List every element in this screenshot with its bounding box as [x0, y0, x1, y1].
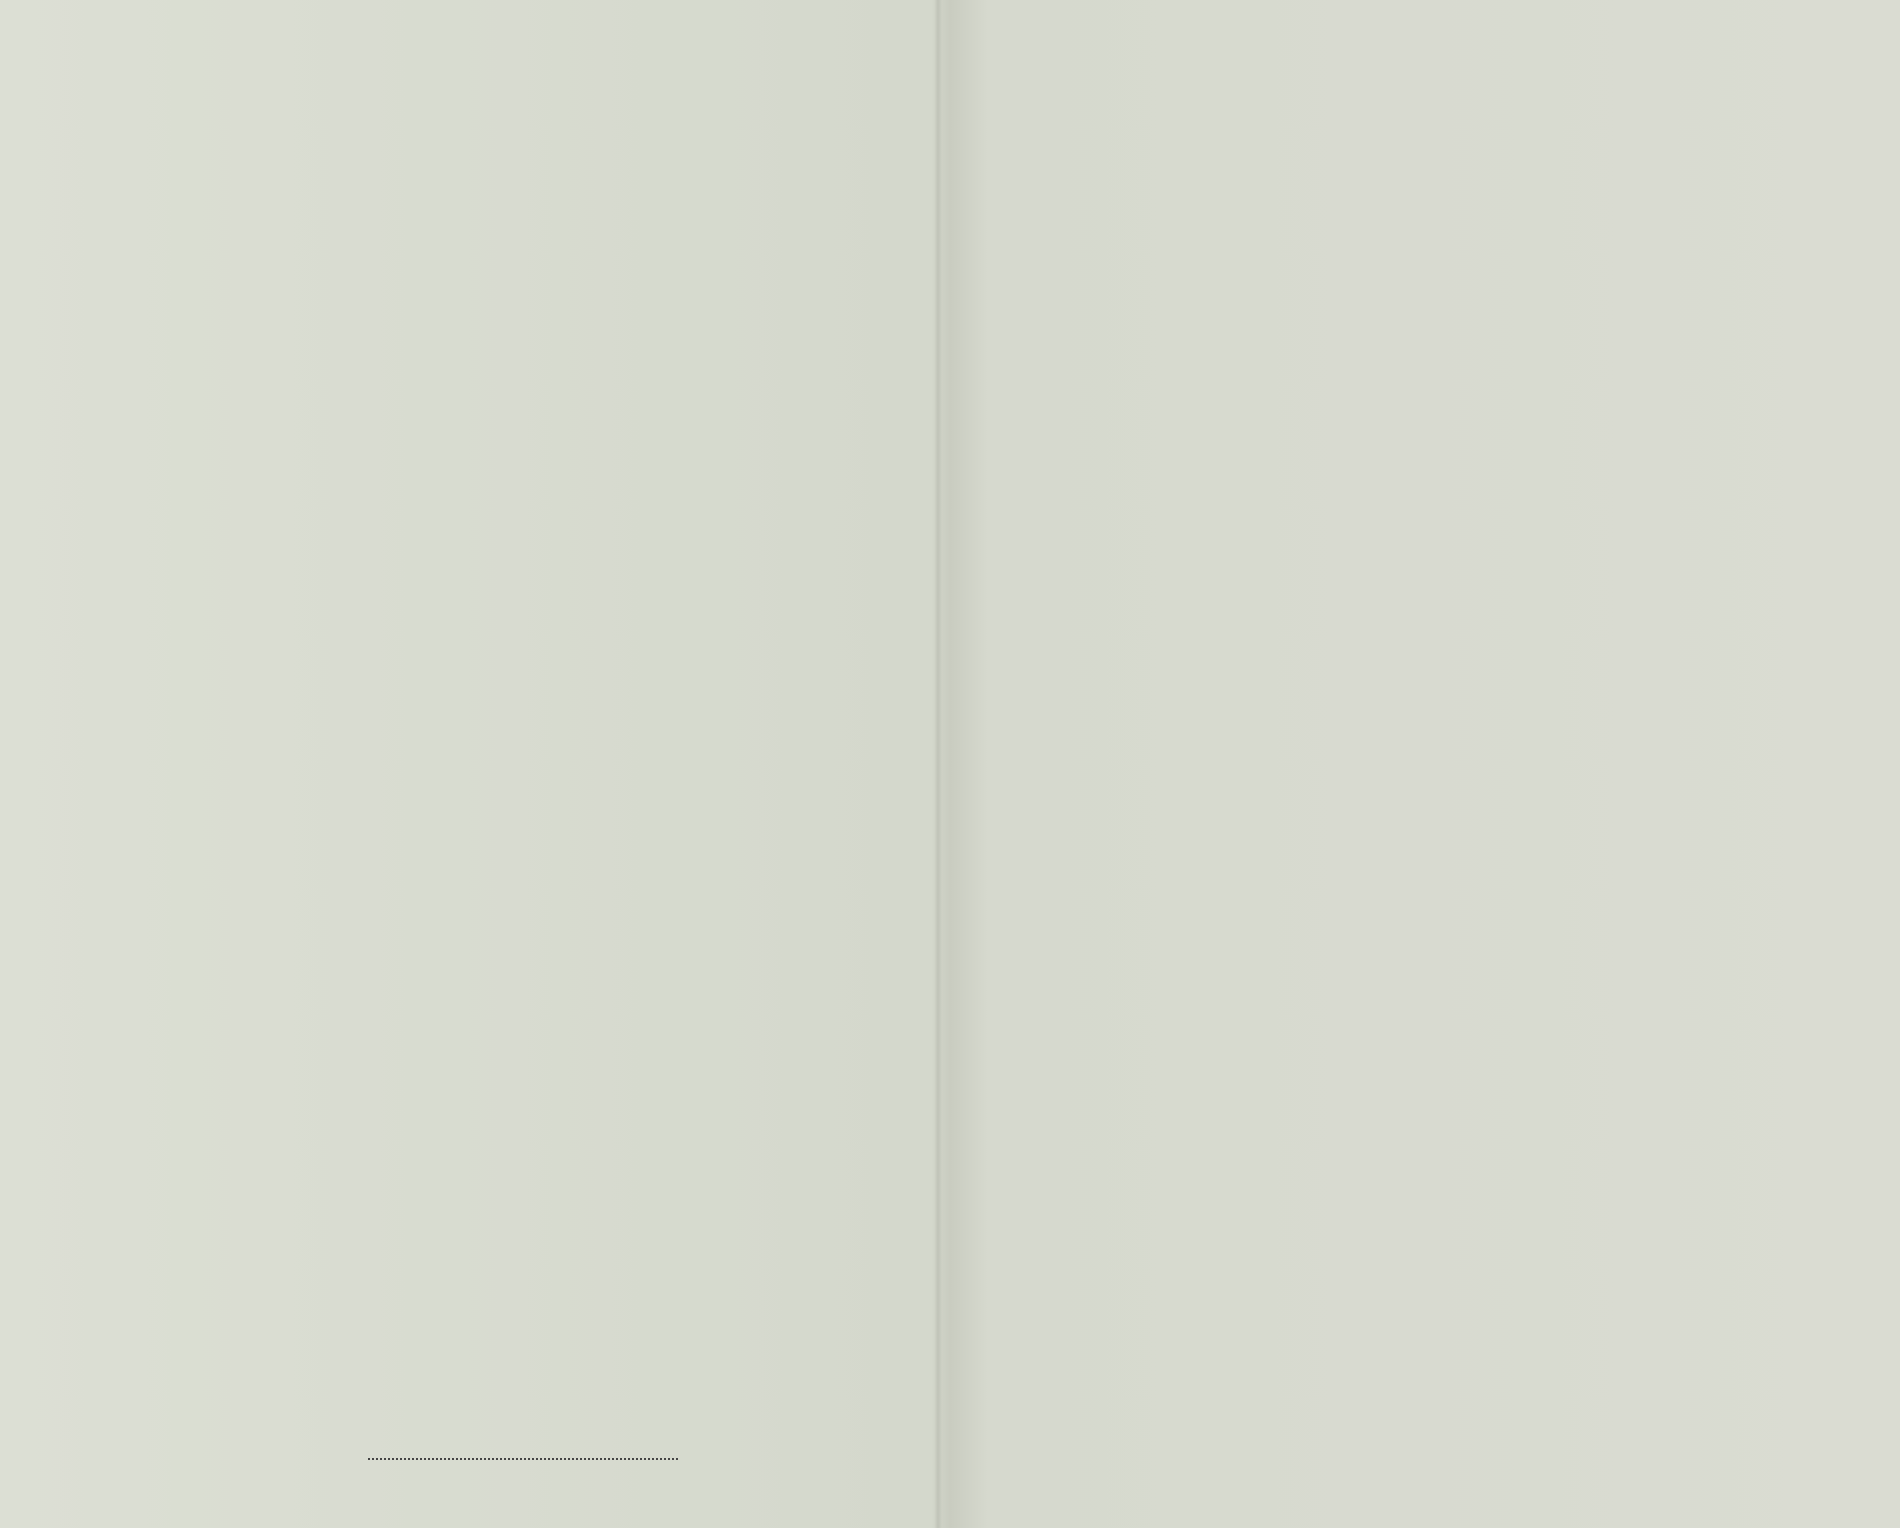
signature-line[interactable]	[368, 1458, 678, 1460]
